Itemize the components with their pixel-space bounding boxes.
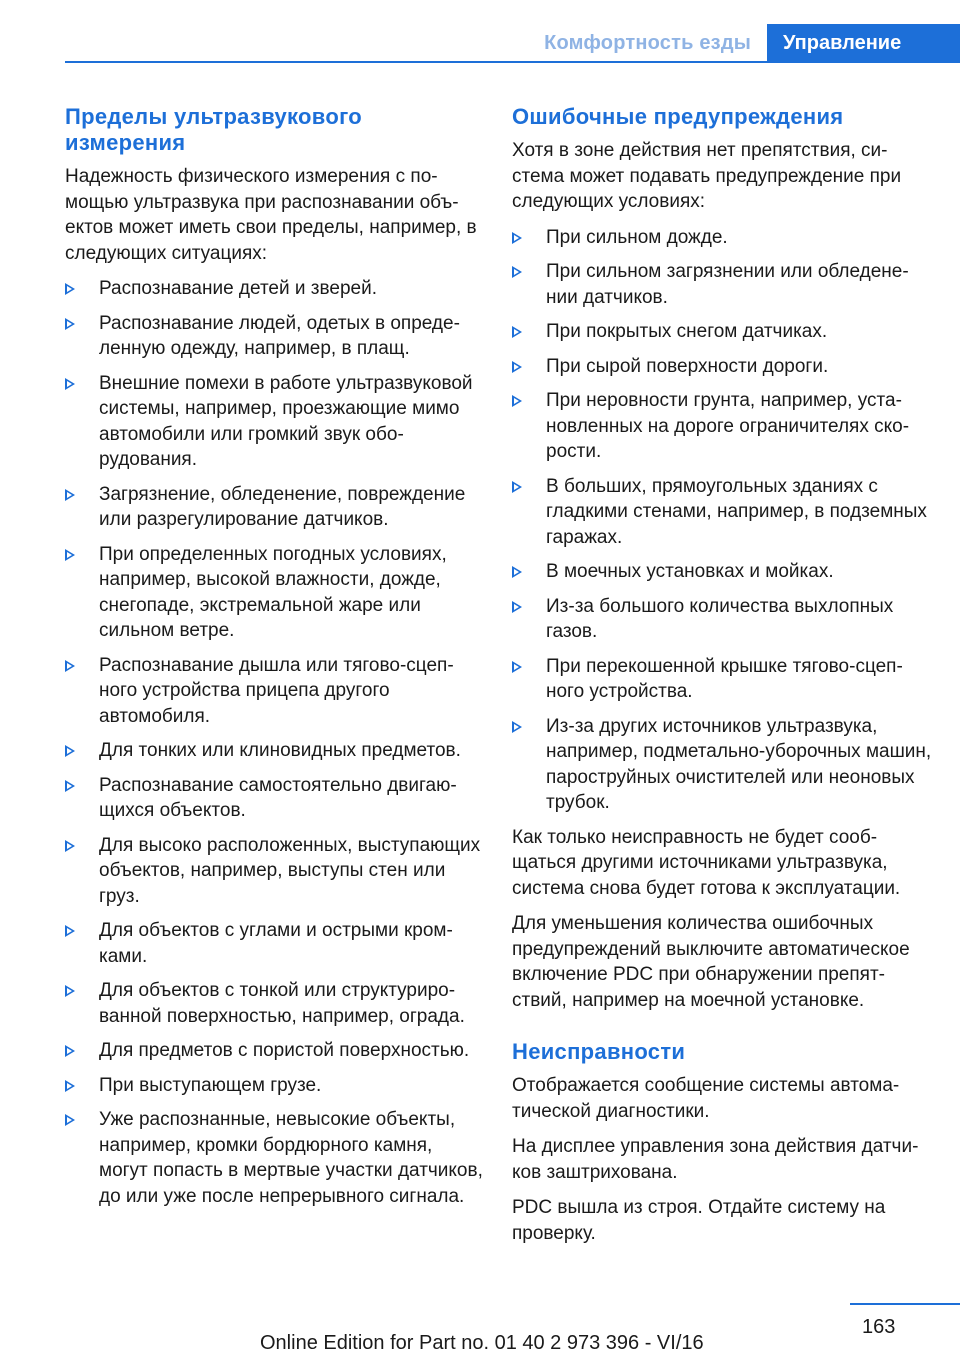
bullet-arrow-icon — [512, 566, 522, 578]
false-warnings-intro: Хотя в зоне действия нет препятствия, система может подавать предупреждение при следующих условиях: — [512, 140, 902, 212]
list-item: При определенных погодных условиях, например, высокой влажности, дожде, снегопаде, экстремальной жаре или сильном ветре. — [65, 542, 485, 644]
bullet-arrow-icon — [512, 232, 522, 244]
right-column — [512, 104, 932, 1256]
list-item: Загрязнение, обледенение, повреждение или разрегулирование датчиков. — [65, 482, 485, 533]
bullet-arrow-icon — [512, 481, 522, 493]
bullet-arrow-icon — [65, 660, 75, 672]
bullet-arrow-icon — [65, 1114, 75, 1126]
ultrasonic-limits-list — [65, 276, 485, 1209]
left-column — [65, 104, 485, 1218]
list-item: Уже распознанные, невысокие объекты, например, кромки бордюрного камня, могут попасть в мертвые участки датчиков, до или уже после непрерывного сигнала. — [65, 1107, 485, 1209]
bullet-arrow-icon — [512, 601, 522, 613]
list-item: Из-за других источников ультразвука, например, подметально-уборочных машин, пароструйных очистителей или неоновых трубок. — [512, 714, 932, 816]
list-item: При покрытых снегом датчиках. — [512, 319, 932, 345]
bullet-arrow-icon — [65, 780, 75, 792]
header-rule — [65, 61, 960, 63]
pdc-failed-paragraph: PDC вышла из строя. Отдайте систему на проверку. — [512, 1197, 886, 1244]
list-item: При неровности грунта, например, установленных на дороге ограничителях скорости. — [512, 388, 932, 465]
bullet-arrow-icon — [65, 925, 75, 937]
list-item: При перекошенной крышке тягово-сцепного устройства. — [512, 654, 932, 705]
page-number: 163 — [862, 1316, 896, 1338]
list-item: При выступающем грузе. — [65, 1073, 485, 1099]
false-warnings-heading: Ошибочные предупреждения — [512, 104, 844, 129]
bullet-arrow-icon — [65, 985, 75, 997]
malfunction-message-paragraph: Отображается сообщение системы автоматической диагностики. — [512, 1075, 900, 1122]
false-warnings-list — [512, 225, 932, 816]
header-tabs — [528, 24, 960, 62]
bullet-arrow-icon — [512, 661, 522, 673]
bullet-arrow-icon — [65, 378, 75, 390]
list-item: Для объектов с тонкой или структурированной поверхностью, например, ограда. — [65, 978, 485, 1029]
malfunctions-heading: Неисправности — [512, 1039, 686, 1064]
bullet-arrow-icon — [512, 326, 522, 338]
list-item: В больших, прямоугольных зданиях с гладкими стенами, например, в подземных гаражах. — [512, 474, 932, 551]
footer-rule — [850, 1303, 960, 1305]
list-item: Распознавание детей и зверей. — [65, 276, 485, 302]
bullet-arrow-icon — [65, 745, 75, 757]
bullet-arrow-icon — [65, 1045, 75, 1057]
edition-line: Online Edition for Part no. 01 40 2 973 396 - VI/16 — [260, 1332, 704, 1354]
list-item: При сильном загрязнении или обледенении датчиков. — [512, 259, 932, 310]
bullet-arrow-icon — [512, 361, 522, 373]
list-item: Для объектов с углами и острыми кромками. — [65, 918, 485, 969]
bullet-arrow-icon — [512, 266, 522, 278]
chapter-tab: Управление — [767, 24, 960, 62]
section-tab: Комфортность езды — [544, 32, 751, 54]
list-item: В моечных установках и мойках. — [512, 559, 932, 585]
list-item: Для предметов с пористой поверхностью. — [65, 1038, 485, 1064]
display-hatched-paragraph: На дисплее управления зона действия датчиков заштрихована. — [512, 1136, 919, 1183]
bullet-arrow-icon — [65, 283, 75, 295]
reduce-warnings-paragraph: Для уменьшения количества ошибочных предупреждений выключите автоматическое включение PDC при обнаружении препятствий, например на моечной установке. — [512, 913, 910, 1011]
list-item: Внешние помехи в работе ультразвуковой системы, например, проезжающие мимо автомобили или громкий звук оборудования. — [65, 371, 485, 473]
list-item: Для тонких или клиновидных предметов. — [65, 738, 485, 764]
list-item: Для высоко расположенных, выступающих объектов, например, выступы стен или груз. — [65, 833, 485, 910]
ultrasonic-limits-intro: Надежность физического измерения с помощью ультразвука при распознавании объектов может иметь свои пределы, например, в следующих ситуациях: — [65, 166, 477, 264]
bullet-arrow-icon — [65, 549, 75, 561]
list-item: Распознавание самостоятельно двигающихся объектов. — [65, 773, 485, 824]
recovery-paragraph: Как только неисправность не будет сообщаться другими источниками ультразвука, система снова будет готова к эксплуатации. — [512, 826, 901, 899]
list-item: Распознавание дышла или тягово-сцепного устройства прицепа другого автомобиля. — [65, 653, 485, 730]
bullet-arrow-icon — [65, 840, 75, 852]
list-item: Из-за большого количества выхлопных газов. — [512, 594, 932, 645]
bullet-arrow-icon — [512, 721, 522, 733]
bullet-arrow-icon — [65, 489, 75, 501]
bullet-arrow-icon — [65, 1080, 75, 1092]
list-item: При сильном дожде. — [512, 225, 932, 251]
bullet-arrow-icon — [65, 318, 75, 330]
ultrasonic-limits-heading: Пределы ультразвукового измерения — [65, 104, 362, 155]
bullet-arrow-icon — [512, 395, 522, 407]
list-item: При сырой поверхности дороги. — [512, 354, 932, 380]
list-item: Распознавание людей, одетых в определенную одежду, например, в плащ. — [65, 311, 485, 362]
